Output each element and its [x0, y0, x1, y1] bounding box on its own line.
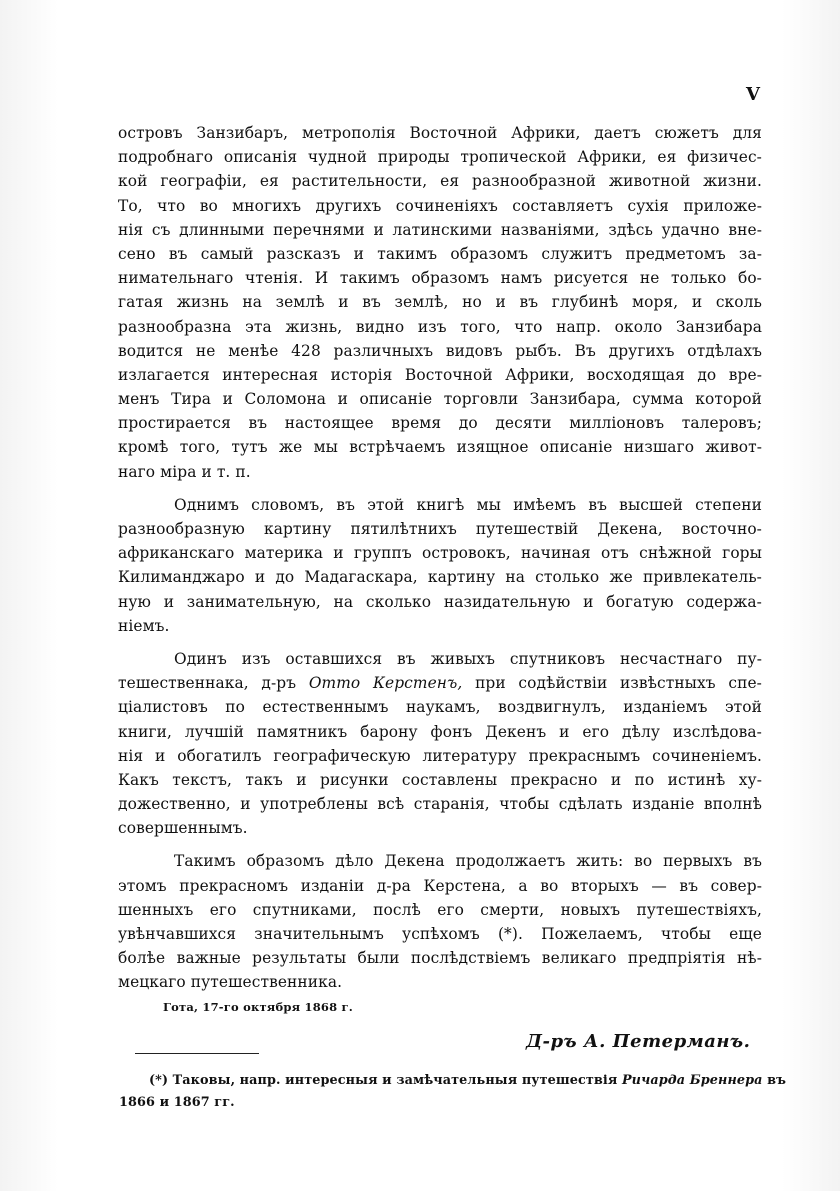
footnote-fragment: (*) Таковы, напр. интересныя и замѣчательныя путешествія — [149, 1073, 622, 1088]
text-line: совершеннымъ. — [118, 819, 248, 838]
text-line: наго міра и т. п. — [118, 462, 251, 481]
text-line: дожественно, и употреблены всѣ старанія, чтобы сдѣлать изданіе вполнѣ — [118, 795, 762, 814]
text-line: мецкаго путешественника. — [118, 973, 343, 992]
person-name-brenner: Ричарда Бреннера — [621, 1073, 763, 1088]
footnote-line: 1866 и 1867 гг. — [119, 1094, 235, 1110]
text-line: излагается интересная исторія Восточной Африки, восходящая до вре- — [118, 365, 762, 384]
signature-name: Д-ръ А. Петерманъ. — [526, 1031, 751, 1052]
signature-date: Гота, 17-го октября 1868 г. — [163, 1000, 353, 1014]
text-line: Килиманджаро и до Мадагаскара, картину на столько же привлекатель- — [118, 568, 762, 587]
paragraph-2 — [118, 493, 762, 638]
text-fragment: при содѣйствіи извѣстныхъ спе- — [462, 674, 762, 693]
text-line: этомъ прекрасномъ изданіи д-ра Керстена, а во вторыхъ — въ совер- — [118, 876, 762, 895]
footnote — [119, 1070, 787, 1113]
text-line: сено въ самый разсказъ и такимъ образомъ служитъ предметомъ за- — [118, 244, 762, 263]
footnote-fragment: въ — [762, 1073, 787, 1088]
paragraph-4 — [118, 849, 762, 994]
text-line: кой географіи, ея растительности, ея разнообразной животной жизни. — [118, 172, 762, 191]
paragraph-3 — [118, 647, 762, 841]
text-line: простирается въ настоящее время до десяти милліоновъ талеровъ; — [118, 414, 762, 433]
text-line: Однимъ словомъ, въ этой книгѣ мы имѣемъ въ высшей степени — [174, 495, 762, 514]
text-line: разнообразна эта жизнь, видно изъ того, что напр. около Занзибара — [118, 317, 762, 336]
text-line: увѣнчавшихся значительнымъ успѣхомъ (*). Пожелаемъ, чтобы еще — [118, 925, 762, 943]
text-line: болѣе важные результаты были послѣдствіемъ великаго предпріятія нѣ- — [118, 949, 762, 968]
text-line: книги, лучшій памятникъ барону фонъ Декенъ и его дѣлу изслѣдова- — [118, 722, 762, 741]
text-line: нія съ длинными перечнями и латинскими названіями, здѣсь удачно вне- — [118, 220, 762, 239]
footnote-line — [119, 1070, 787, 1092]
text-line: ную и занимательную, на сколько назидательную и богатую содержа- — [118, 592, 762, 611]
text-line: То, что во многихъ другихъ сочиненіяхъ составляетъ сухія приложе- — [118, 196, 762, 215]
paragraph-1 — [118, 121, 762, 484]
text-line: менъ Тира и Соломона и описаніе торговли Занзибара, сумма которой — [118, 390, 762, 409]
main-text — [118, 121, 762, 995]
text-line: нія и обогатилъ географическую литературу прекраснымъ сочиненіемъ. — [118, 746, 762, 765]
text-line: Одинъ изъ оставшихся въ живыхъ спутниковъ несчастнаго пу- — [174, 649, 762, 668]
text-line: подробнаго описанія чудной природы тропической Африки, ея физичес- — [118, 148, 762, 167]
text-line: гатая жизнь на землѣ и въ землѣ, но и въ глубинѣ моря, и сколь — [118, 293, 762, 312]
text-line: ціалистовъ по естественнымъ наукамъ, воздвигнулъ, изданіемъ этой — [118, 698, 762, 717]
text-line: шенныхъ его спутниками, послѣ его смерти, новыхъ путешествіяхъ, — [118, 900, 762, 919]
text-line-with-name — [118, 671, 762, 695]
text-fragment: тешественнака, д-ръ — [118, 674, 309, 693]
text-line: кромѣ того, тутъ же мы встрѣчаемъ изящное описаніе низшаго живот- — [118, 438, 762, 457]
page-number: V — [746, 84, 760, 105]
text-line: африканскаго материка и группъ островокъ, начиная отъ снѣжной горы — [118, 544, 762, 563]
person-name-kersten: Отто Керстенъ, — [308, 674, 463, 693]
text-line: водится не менѣе 428 различныхъ видовъ рыбъ. Въ другихъ отдѣлахъ — [118, 341, 762, 360]
text-line: нимательнаго чтенія. И такимъ образомъ намъ рисуется не только бо- — [118, 269, 762, 288]
text-line: Какъ текстъ, такъ и рисунки составлены прекрасно и по истинѣ ху- — [118, 770, 762, 789]
text-line: разнообразную картину пятилѣтнихъ путешествій Декена, восточно- — [118, 520, 762, 538]
text-line: ніемъ. — [118, 616, 170, 635]
text-line: островъ Занзибаръ, метрополія Восточной Африки, даетъ сюжетъ для — [118, 124, 762, 142]
footnote-divider — [135, 1053, 259, 1054]
text-line: Такимъ образомъ дѣло Декена продолжаетъ жить: во первыхъ въ — [174, 852, 762, 871]
